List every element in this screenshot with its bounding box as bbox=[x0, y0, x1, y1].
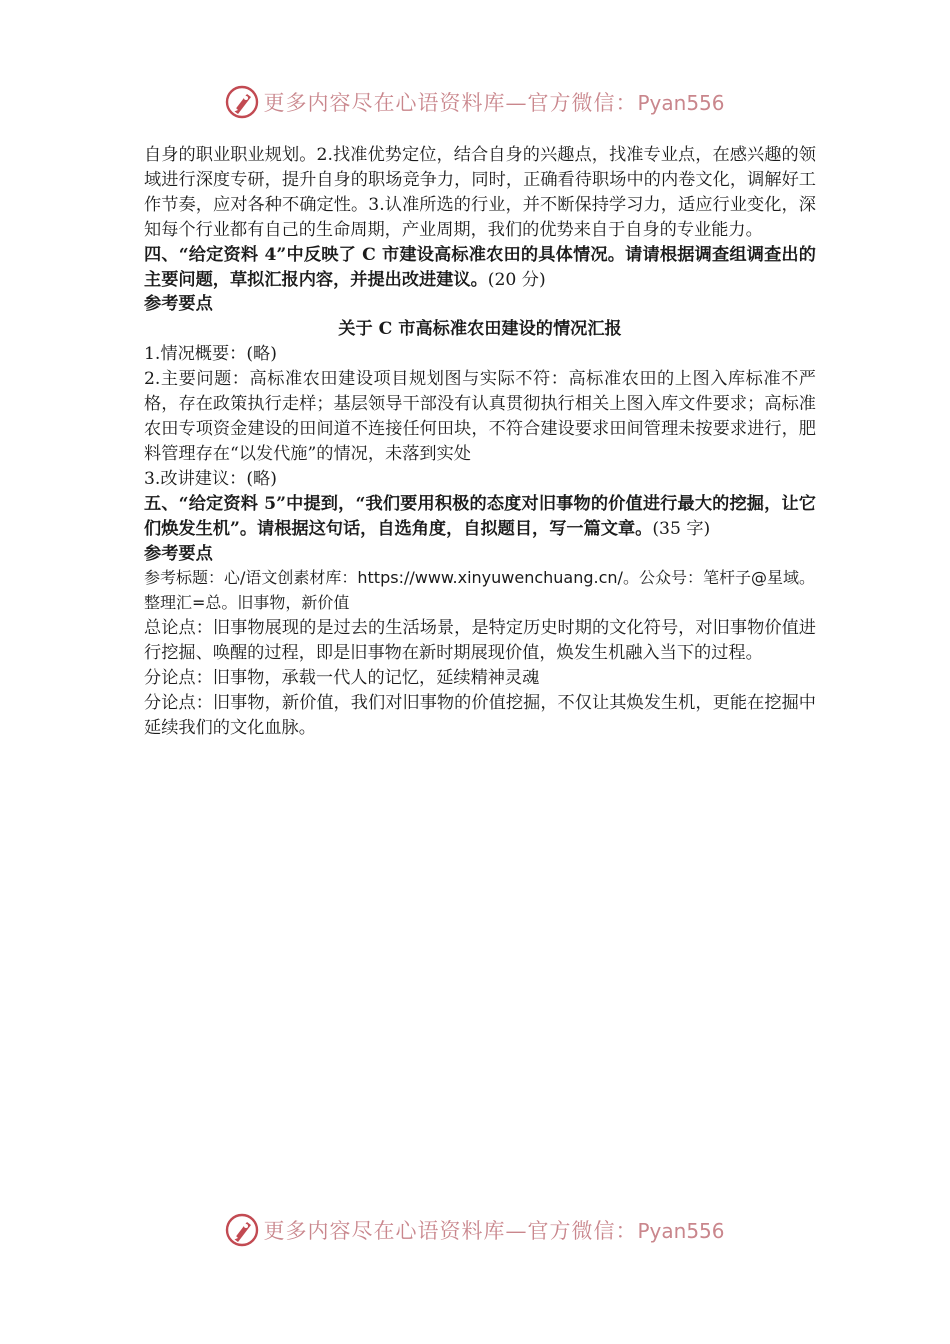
paragraph-career-advice: 自身的职业职业规划。2.找准优势定位，结合自身的兴趣点，找准专业点，在感兴趣的领域进行深度专研，提升自身的职场竞争力，同时，正确看待职场中的内卷文化，调解好工作节奏，应对各种不确定性。3.认准所选的行业，并不断保持学习力，适应行业变化，深知每个行业都有自己的生命周期，产业周期，我们的优势来自于自身的专业能力。 bbox=[144, 145, 816, 240]
reference-title: 参考标题：心/语文创素材库：https://www.xinyuwenchuang.cn/。公众号：笔杆子@星域。整理汇=总。旧事物，新价值 bbox=[144, 568, 815, 613]
sub-argument-1: 分论点：旧事物，承载一代人的记忆，延续精神灵魂 bbox=[144, 668, 540, 689]
report-item-overview: 1.情况概要：(略) bbox=[144, 344, 277, 365]
reference-points-heading: 参考要点 bbox=[144, 294, 213, 315]
watermark-text: 更多内容尽在心语资料库—官方微信：Pyan556 bbox=[263, 1219, 725, 1243]
question-four-text: 四、“给定资料 4”中反映了 C 市建设高标准农田的具体情况。请请根据调查组调查出的主要问题，草拟汇报内容，并提出改进建议。 bbox=[144, 244, 816, 290]
question-four bbox=[144, 243, 816, 293]
question-four-score: (20 分) bbox=[487, 269, 546, 290]
watermark-text: 更多内容尽在心语资料库—官方微信：Pyan556 bbox=[263, 91, 725, 115]
sub-argument-2: 分论点：旧事物，新价值，我们对旧事物的价值挖掘，不仅让其焕发生机，更能在挖掘中延续我们的文化血脉。 bbox=[144, 692, 816, 738]
pen-nib-logo-icon bbox=[225, 85, 259, 119]
watermark-banner-top bbox=[0, 80, 950, 124]
main-thesis: 总论点：旧事物展现的是过去的生活场景，是特定历史时期的文化符号，对旧事物价值进行挖掘、唤醒的过程，即是旧事物在新时期展现价值，焕发生机融入当下的过程。 bbox=[144, 618, 816, 664]
question-five bbox=[144, 492, 816, 542]
document-body bbox=[144, 143, 816, 741]
question-five-text: 五、“给定资料 5”中提到，“我们要用积极的态度对旧事物的价值进行最大的挖掘，让它们焕发生机”。请根据这句话，自选角度，自拟题目，写一篇文章。 bbox=[144, 493, 816, 539]
reference-points-heading-2: 参考要点 bbox=[144, 543, 213, 564]
question-five-score: (35 字) bbox=[652, 518, 711, 539]
watermark-banner-bottom bbox=[0, 1208, 950, 1252]
pen-nib-logo-icon bbox=[225, 1213, 259, 1247]
report-item-suggestions: 3.改讲建议：(略) bbox=[144, 468, 277, 489]
report-title: 关于 C 市高标准农田建设的情况汇报 bbox=[338, 319, 622, 340]
report-item-problems: 2.主要问题：高标准农田建设项目规划图与实际不符：高标准农田的上图入库标准不严格，存在政策执行走样；基层领导干部没有认真贯彻执行相关上图入库文件要求；高标准农田专项资金建设的田间道不连接任何田块，不符合建设要求田间管理未按要求进行，肥料管理存在“以发代施”的情况，未落到实处 bbox=[144, 369, 816, 464]
